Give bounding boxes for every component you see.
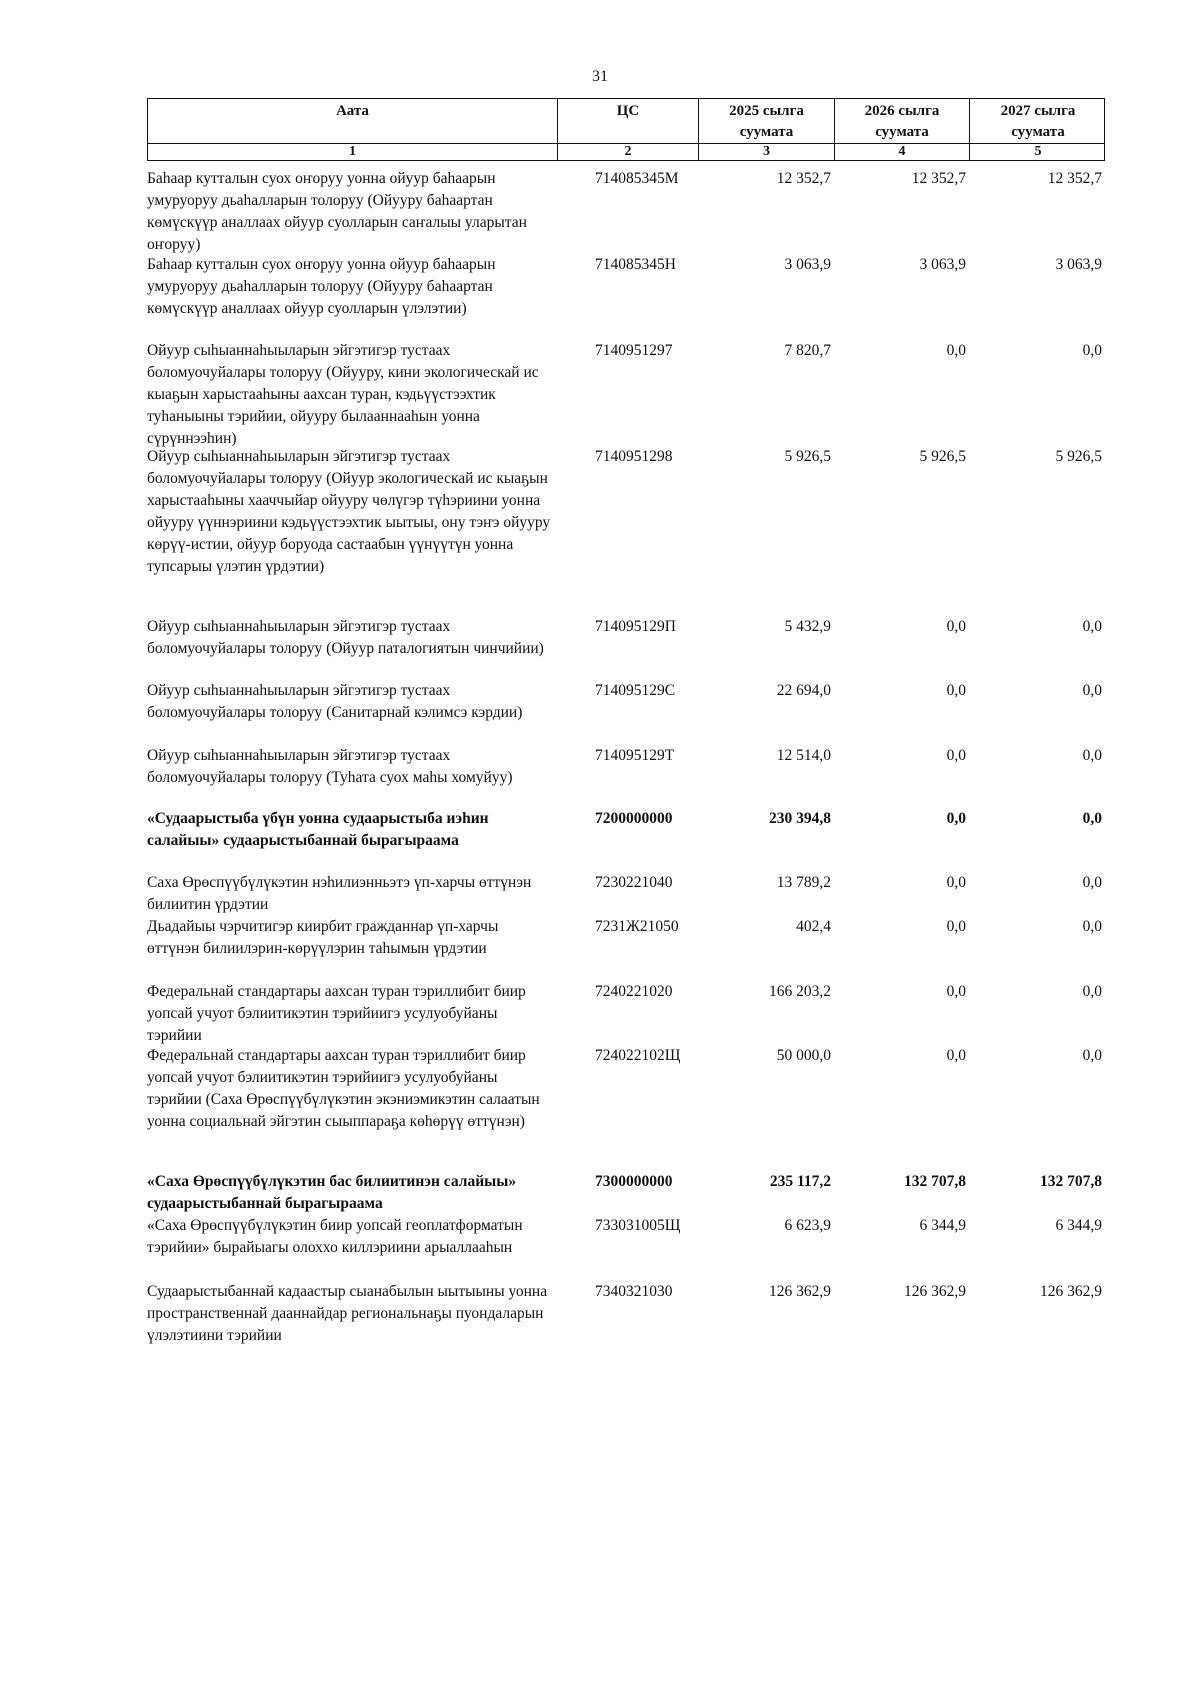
table-row xyxy=(147,916,1105,960)
row-name: Судаарыстыбаннай кадаастыр сыанабылын ыытыыны уонна пространственнай дааннайдар региональнаҕы пуондаларын үлэлэтиини тэрийии xyxy=(147,1283,548,1344)
row-value-2027: 3 063,9 xyxy=(1055,256,1102,273)
row-value-2027: 0,0 xyxy=(1082,342,1102,359)
row-value-2025: 13 789,2 xyxy=(776,874,831,891)
row-value-2027: 6 344,9 xyxy=(1055,1217,1102,1234)
column-number-row xyxy=(147,144,1105,161)
row-name: Баhаар кутталын суох оҥоруу уонна ойуур баhаарын умуруоруу дьаhалларын толоруу (Ойууру баhаартан көмүскүүр аналлаах ойуур суолларын саҥалыы уларытан оҥоруу) xyxy=(147,170,527,253)
header-2026: 2026 сылга суумата xyxy=(835,99,970,143)
row-code: 7200000000 xyxy=(595,810,673,827)
table-row xyxy=(147,446,1105,578)
table-row xyxy=(147,1281,1105,1347)
row-value-2025: 235 117,2 xyxy=(769,1173,831,1190)
row-value-2025: 5 432,9 xyxy=(784,618,831,635)
row-code: 7140951298 xyxy=(595,448,673,465)
row-name: «Саха Өрөспүүбүлүкэтин бас билиитинэн салайыы» судаарыстыбаннай бырагыраама xyxy=(147,1173,517,1212)
row-value-2026: 0,0 xyxy=(946,618,966,635)
row-name: Ойуур сыhыаннаhыыларын эйгэтигэр тустаах боломуочуйалары толоруу (Ойуур экологическай ис кыаҕын харыстааhыны хааччыйар ойууру чөлүгэр түhэриини уонна ойууру үүннэриини кэдьүүстээхтик ыытыы, ону тэҥэ ойууру көрүү-истии, ойуур боруода састаабын үүнүүтүн уонна тупсарыы үлэтин үрдэтии) xyxy=(147,448,551,575)
row-name: Баhаар кутталын суох оҥоруу уонна ойуур баhаарын умуруоруу дьаhалларын толоруу (Ойууру баhаартан көмүскүүр аналлаах ойуур суолларын үлэлэтии) xyxy=(147,256,496,317)
row-code: 7231Ж21050 xyxy=(595,918,679,935)
header-2025: 2025 сылга суумата xyxy=(699,99,835,143)
row-value-2025: 50 000,0 xyxy=(776,1047,831,1064)
table-row xyxy=(147,616,1105,660)
row-code: 714095129С xyxy=(595,682,676,699)
row-value-2026: 0,0 xyxy=(946,682,966,699)
row-value-2027: 0,0 xyxy=(1082,747,1102,764)
row-name: «Саха Өрөспүүбүлүкэтин биир уопсай геоплатформатын тэрийии» бырайыагы олоххо киллэриини арыаллааhын xyxy=(147,1217,523,1256)
column-number: 3 xyxy=(699,144,835,160)
row-value-2026: 0,0 xyxy=(946,1047,966,1064)
table-row xyxy=(147,981,1105,1047)
row-value-2027: 0,0 xyxy=(1082,1047,1102,1064)
column-number: 5 xyxy=(1034,144,1042,159)
row-value-2025: 126 362,9 xyxy=(769,1283,831,1300)
row-code: 7340321030 xyxy=(595,1283,673,1300)
row-name: Ойуур сыhыаннаhыыларын эйгэтигэр тустаах боломуочуйалары толоруу (Санитарнай кэлимсэ кэрдии) xyxy=(147,682,523,721)
row-value-2026: 5 926,5 xyxy=(919,448,966,465)
row-name: Федеральнай стандартары аахсан туран тэриллибит биир уопсай учуот бэлиитикэтин тэрийиигэ усулуобуйаны тэрийии xyxy=(147,983,526,1044)
row-value-2025: 5 926,5 xyxy=(784,448,831,465)
row-name: Ойуур сыhыаннаhыыларын эйгэтигэр тустаах боломуочуйалары толоруу (Туhата суох маhы хомуйуу) xyxy=(147,747,513,786)
table-row xyxy=(147,254,1105,320)
row-value-2026: 126 362,9 xyxy=(904,1283,966,1300)
row-value-2026: 132 707,8 xyxy=(904,1173,966,1190)
row-name: Дьадайыы чэрчитигэр киирбит гражданнар үп-харчы өттүнэн билиилэрин-көрүүлэрин таhымын үрдэтии xyxy=(147,918,499,957)
table-row xyxy=(147,1215,1105,1259)
row-value-2027: 5 926,5 xyxy=(1055,448,1102,465)
row-value-2026: 0,0 xyxy=(946,983,966,1000)
row-code: 714095129Т xyxy=(595,747,675,764)
table-row xyxy=(147,1171,1105,1215)
row-code: 724022102Щ xyxy=(595,1047,681,1064)
table-row xyxy=(147,745,1105,789)
table-row xyxy=(147,168,1105,256)
row-code: 7140951297 xyxy=(595,342,673,359)
column-number: 1 xyxy=(148,144,558,160)
row-value-2026: 12 352,7 xyxy=(911,170,966,187)
row-value-2026: 0,0 xyxy=(946,918,966,935)
table-row xyxy=(147,340,1105,450)
row-value-2025: 12 352,7 xyxy=(776,170,831,187)
row-name: Ойуур сыhыаннаhыыларын эйгэтигэр тустаах боломуочуйалары толоруу (Ойууру, кини экологическай ис кыаҕын харыстааhыны аахсан туран, кэдьүүстээхтик туhаныыны тэрийии, ойууру былааннааhын уонна сүрүннээhин) xyxy=(147,342,539,447)
row-value-2025: 230 394,8 xyxy=(769,810,831,827)
row-name: «Судаарыстыба үбүн уонна судаарыстыба иэhин салайыы» судаарыстыбаннай бырагыраама xyxy=(147,810,489,849)
row-value-2027: 0,0 xyxy=(1082,682,1102,699)
header-2027: 2027 сылга суумата xyxy=(1000,103,1076,140)
row-value-2025: 3 063,9 xyxy=(784,256,831,273)
row-value-2027: 132 707,8 xyxy=(1040,1173,1102,1190)
row-code: 733031005Щ xyxy=(595,1217,681,1234)
row-value-2027: 0,0 xyxy=(1082,618,1102,635)
row-name: Саха Өрөспүүбүлүкэтин нэhилиэнньэтэ үп-харчы өттүнэн билиитин үрдэтии xyxy=(147,874,532,913)
row-value-2027: 0,0 xyxy=(1082,810,1102,827)
row-code: 714085345М xyxy=(595,170,679,187)
row-value-2026: 0,0 xyxy=(946,810,966,827)
row-value-2027: 126 362,9 xyxy=(1040,1283,1102,1300)
row-value-2026: 3 063,9 xyxy=(919,256,966,273)
row-value-2026: 0,0 xyxy=(946,342,966,359)
page-number: 31 xyxy=(592,68,608,85)
row-value-2025: 402,4 xyxy=(796,918,831,935)
row-value-2026: 6 344,9 xyxy=(919,1217,966,1234)
row-code: 7300000000 xyxy=(595,1173,673,1190)
header-name: Аата xyxy=(148,99,558,143)
row-value-2025: 7 820,7 xyxy=(784,342,831,359)
row-value-2025: 22 694,0 xyxy=(776,682,831,699)
row-name: Федеральнай стандартары аахсан туран тэриллибит биир уопсай учуот бэлиитикэтин тэрийиигэ усулуобуйаны тэрийии (Саха Өрөспүүбүлүкэтин экэниэмикэтин салаатын уонна социальнай эйгэтин сыыппараҕа көhөрүү өттүнэн) xyxy=(147,1047,540,1130)
table-row xyxy=(147,808,1105,852)
row-value-2027: 0,0 xyxy=(1082,874,1102,891)
row-value-2027: 0,0 xyxy=(1082,983,1102,1000)
column-number: 4 xyxy=(835,144,970,160)
row-value-2026: 0,0 xyxy=(946,874,966,891)
column-number: 2 xyxy=(558,144,699,160)
row-value-2025: 166 203,2 xyxy=(769,983,831,1000)
header-row xyxy=(147,98,1105,144)
row-code: 714085345Н xyxy=(595,256,676,273)
row-value-2025: 12 514,0 xyxy=(776,747,831,764)
table-row xyxy=(147,872,1105,916)
row-value-2027: 12 352,7 xyxy=(1047,170,1102,187)
budget-table-header xyxy=(147,98,1105,161)
row-name: Ойуур сыhыаннаhыыларын эйгэтигэр тустаах боломуочуйалары толоруу (Ойуур паталогиятын чинчийии) xyxy=(147,618,544,657)
row-code: 714095129П xyxy=(595,618,676,635)
row-code: 7230221040 xyxy=(595,874,673,891)
row-value-2027: 0,0 xyxy=(1082,918,1102,935)
table-row xyxy=(147,680,1105,724)
table-row xyxy=(147,1045,1105,1133)
row-value-2026: 0,0 xyxy=(946,747,966,764)
header-code: ЦС xyxy=(558,99,699,143)
row-code: 7240221020 xyxy=(595,983,673,1000)
row-value-2025: 6 623,9 xyxy=(784,1217,831,1234)
